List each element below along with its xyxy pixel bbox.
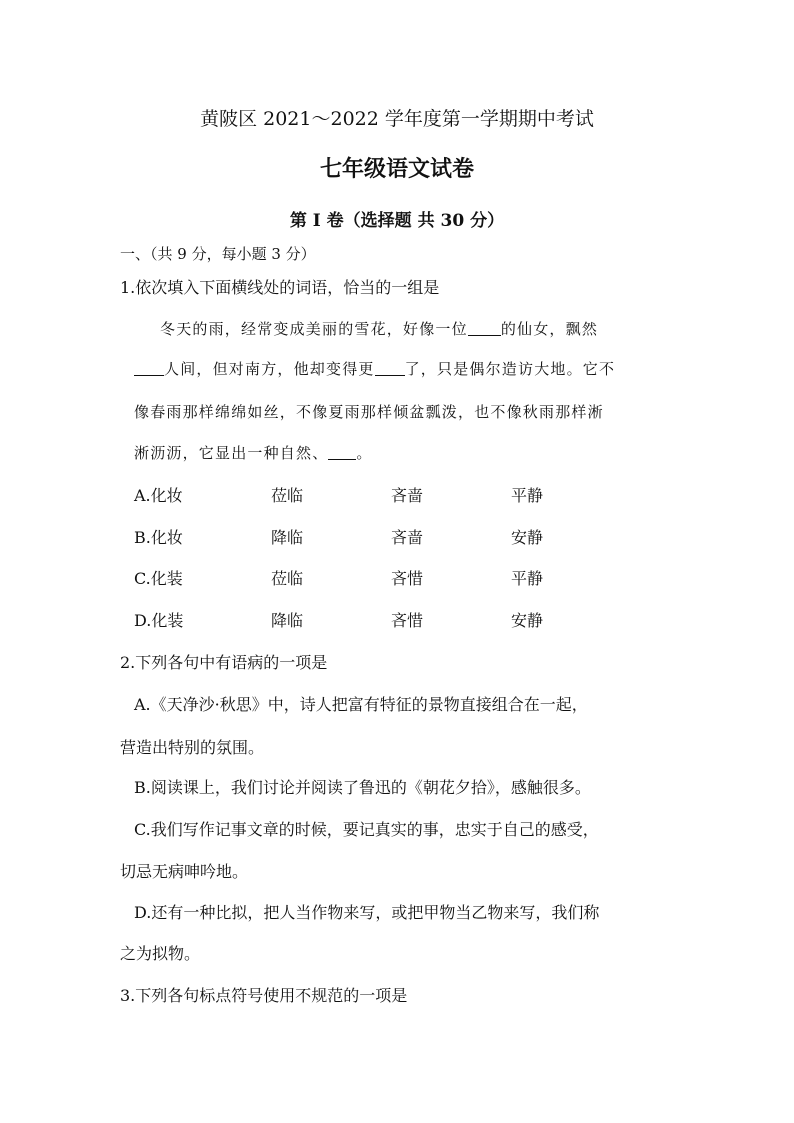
option-word: 莅临 bbox=[271, 569, 304, 588]
passage-line-2 bbox=[134, 358, 615, 379]
passage-line-4 bbox=[134, 442, 373, 463]
option-word: 降临 bbox=[271, 611, 304, 630]
exam-header: 黄陂区 2021～2022 学年度第一学期期中考试 bbox=[200, 108, 594, 130]
option-word: B.化妆 bbox=[134, 528, 183, 547]
answer-b-line-1: B.阅读课上，我们讨论并阅读了鲁迅的《朝花夕拾》，感触很多。 bbox=[134, 778, 591, 797]
option-word: 莅临 bbox=[271, 486, 304, 505]
option-word: 吝惜 bbox=[391, 569, 424, 588]
answer-d-line-1: D.还有一种比拟，把人当作物来写，或把甲物当乙物来写，我们称 bbox=[134, 903, 600, 922]
passage-text: 。 bbox=[356, 444, 373, 462]
answer-a-line-1: A.《天净沙·秋思》中，诗人把富有特征的景物直接组合在一起， bbox=[134, 695, 588, 714]
blank-1 bbox=[468, 321, 501, 336]
question-3-stem: 3.下列各句标点符号使用不规范的一项是 bbox=[120, 986, 408, 1005]
option-word: 吝啬 bbox=[391, 486, 424, 505]
paper-title: 七年级语文试卷 bbox=[319, 156, 474, 182]
option-word: 吝惜 bbox=[391, 611, 424, 630]
blank-3 bbox=[375, 361, 405, 376]
passage-line-1 bbox=[160, 318, 598, 339]
section-heading: 一、（共 9 分，每小题 3 分） bbox=[120, 245, 316, 263]
passage-line-3: 像春雨那样绵绵如丝，不像夏雨那样倾盆瓢泼，也不像秋雨那样淅 bbox=[134, 403, 604, 421]
answer-d-line-2: 之为拟物。 bbox=[120, 944, 201, 963]
question-2-stem: 2.下列各句中有语病的一项是 bbox=[120, 653, 328, 672]
option-word: 安静 bbox=[511, 611, 544, 630]
option-word: 降临 bbox=[271, 528, 304, 547]
passage-text: 冬天的雨，经常变成美丽的雪花，好像一位 bbox=[160, 320, 468, 338]
answer-a-line-2: 营造出特别的氛围。 bbox=[120, 738, 265, 757]
part-heading: 第 I 卷（选择题 共 30 分） bbox=[289, 211, 505, 231]
blank-4 bbox=[328, 445, 356, 460]
option-word: A.化妆 bbox=[134, 486, 183, 505]
passage-text: 的仙女，飘然 bbox=[500, 320, 599, 338]
option-word: 吝啬 bbox=[391, 528, 424, 547]
option-word: D.化装 bbox=[134, 611, 184, 630]
option-word: C.化装 bbox=[134, 569, 183, 588]
answer-c-line-1: C.我们写作记事文章的时候，要记真实的事，忠实于自己的感受， bbox=[134, 820, 599, 839]
passage-text: 人间，但对南方，他却变得更 bbox=[164, 360, 375, 378]
passage-text: 了，只是偶尔造访大地。它不 bbox=[404, 360, 616, 378]
option-word: 安静 bbox=[511, 528, 544, 547]
option-word: 平静 bbox=[511, 486, 544, 505]
option-word: 平静 bbox=[511, 569, 544, 588]
blank-2 bbox=[134, 361, 164, 376]
answer-c-line-2: 切忌无病呻吟地。 bbox=[120, 862, 249, 881]
question-1-stem: 1.依次填入下面横线处的词语，恰当的一组是 bbox=[120, 278, 440, 297]
passage-text: 淅沥沥，它显出一种自然、 bbox=[134, 444, 329, 462]
